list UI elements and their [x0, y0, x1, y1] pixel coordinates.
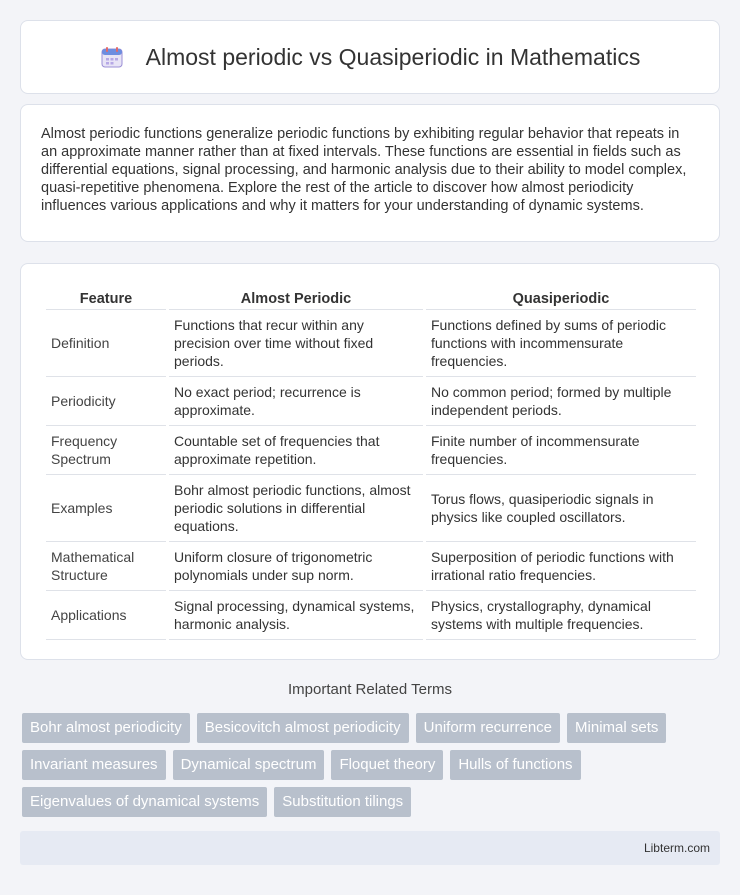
table-row: [46, 426, 696, 475]
feature-cell: Examples: [46, 475, 166, 542]
feature-cell: Applications: [46, 591, 166, 640]
related-terms-heading: Important Related Terms: [288, 681, 452, 698]
table-header-row: [46, 286, 696, 310]
related-term-tag[interactable]: Besicovitch almost periodicity: [197, 713, 409, 743]
title-card: [20, 20, 720, 94]
footer: [20, 831, 720, 865]
table-row: [46, 475, 696, 542]
header-feature: Feature: [46, 286, 166, 310]
related-term-tag[interactable]: Dynamical spectrum: [173, 750, 325, 780]
comparison-table: [43, 286, 699, 640]
almost-periodic-cell: Functions that recur within any precision over time without fixed periods.: [169, 310, 423, 377]
almost-periodic-cell: Uniform closure of trigonometric polynomials under sup norm.: [169, 542, 423, 591]
table-row: [46, 310, 696, 377]
feature-cell: Periodicity: [46, 377, 166, 426]
quasiperiodic-cell: No common period; formed by multiple independent periods.: [426, 377, 696, 426]
almost-periodic-cell: Countable set of frequencies that approximate repetition.: [169, 426, 423, 475]
related-term-tag[interactable]: Eigenvalues of dynamical systems: [22, 787, 267, 817]
almost-periodic-cell: Signal processing, dynamical systems, harmonic analysis.: [169, 591, 423, 640]
quasiperiodic-cell: Superposition of periodic functions with irrational ratio frequencies.: [426, 542, 696, 591]
feature-cell: Frequency Spectrum: [46, 426, 166, 475]
table-row: [46, 591, 696, 640]
related-term-tag[interactable]: Substitution tilings: [274, 787, 411, 817]
quasiperiodic-cell: Finite number of incommensurate frequencies.: [426, 426, 696, 475]
quasiperiodic-cell: Torus flows, quasiperiodic signals in physics like coupled oscillators.: [426, 475, 696, 542]
page-title: Almost periodic vs Quasiperiodic in Mathematics: [145, 43, 641, 70]
quasiperiodic-cell: Functions defined by sums of periodic functions with incommensurate frequencies.: [426, 310, 696, 377]
intro-paragraph: Almost periodic functions generalize periodic functions by exhibiting regular behavior that repeats in an approximate manner rather than at fixed intervals. These functions are essential in fields such as differential equations, signal processing, and harmonic analysis due to their ability to model complex, quasi-repetitive phenomena. Explore the rest of the article to discover how almost periodicity influences various applications and why it matters for your understanding of dynamic systems.: [41, 126, 687, 214]
almost-periodic-cell: Bohr almost periodic functions, almost periodic solutions in differential equations.: [169, 475, 423, 542]
calendar-icon: [100, 45, 124, 69]
comparison-table-card: [20, 263, 720, 660]
header-quasiperiodic: Quasiperiodic: [426, 286, 696, 310]
related-term-tag[interactable]: Invariant measures: [22, 750, 166, 780]
feature-cell: Mathematical Structure: [46, 542, 166, 591]
header-almost-periodic: Almost Periodic: [169, 286, 423, 310]
table-row: [46, 377, 696, 426]
quasiperiodic-cell: Physics, crystallography, dynamical systems with multiple frequencies.: [426, 591, 696, 640]
related-term-tag[interactable]: Minimal sets: [567, 713, 666, 743]
related-term-tag[interactable]: Hulls of functions: [450, 750, 580, 780]
feature-cell: Definition: [46, 310, 166, 377]
footer-site-link[interactable]: Libterm.com: [643, 841, 710, 855]
related-term-tag[interactable]: Uniform recurrence: [416, 713, 560, 743]
related-term-tag[interactable]: Bohr almost periodicity: [22, 713, 190, 743]
table-row: [46, 542, 696, 591]
intro-card: [20, 104, 720, 242]
related-terms-list: [22, 713, 722, 824]
related-term-tag[interactable]: Floquet theory: [331, 750, 443, 780]
almost-periodic-cell: No exact period; recurrence is approximate.: [169, 377, 423, 426]
